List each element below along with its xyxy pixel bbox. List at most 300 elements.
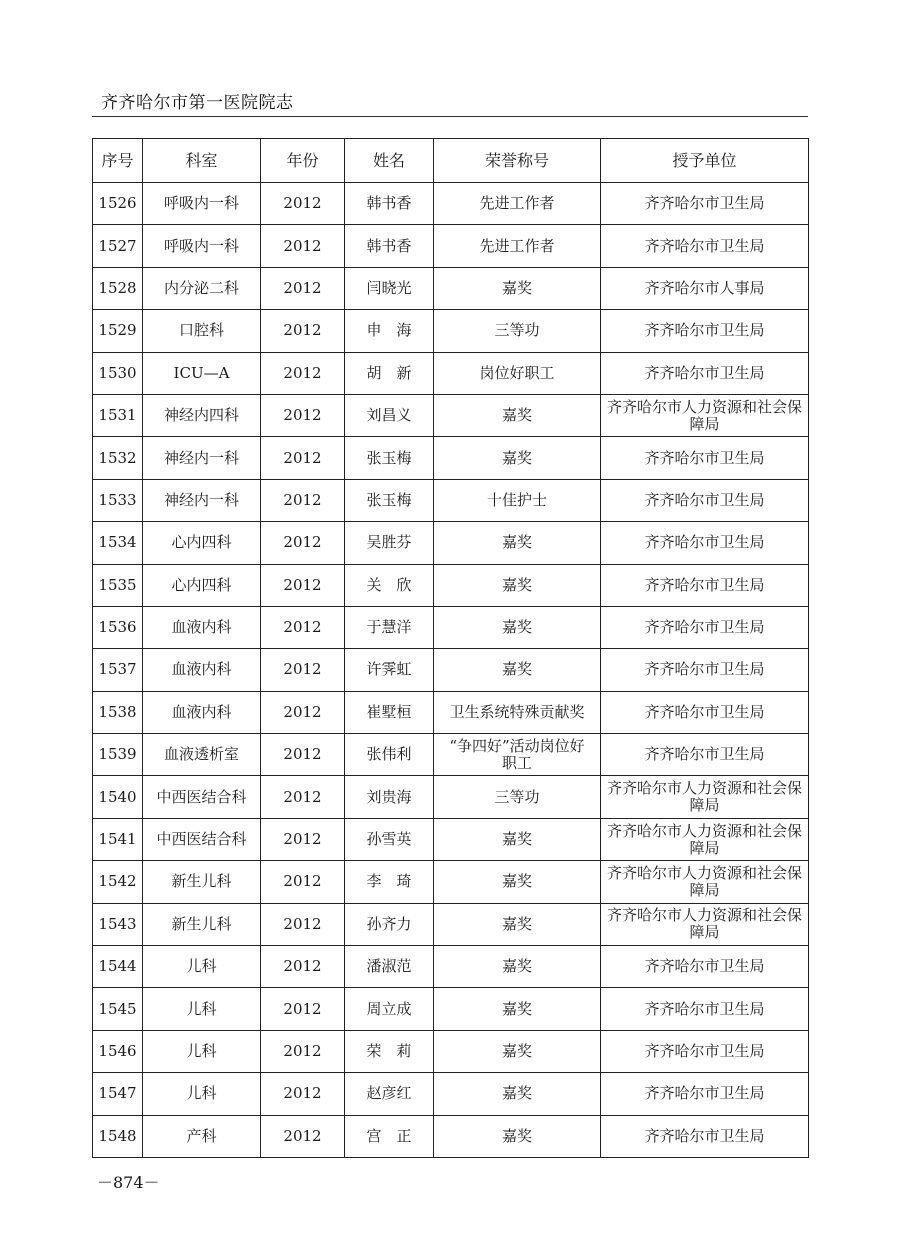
year-cell-text: 2012 bbox=[283, 533, 322, 552]
honor-cell bbox=[434, 734, 601, 776]
department-cell bbox=[143, 225, 261, 267]
table-row bbox=[93, 861, 809, 903]
year-cell-text: 2012 bbox=[283, 999, 322, 1018]
awarding-unit-cell-text: 齐齐哈尔市卫生局 bbox=[644, 321, 765, 340]
year-cell bbox=[261, 776, 345, 818]
year-cell-text: 2012 bbox=[283, 321, 322, 340]
page-number: －874－ bbox=[97, 1173, 160, 1192]
name-cell-text: 孙雪英 bbox=[366, 830, 412, 849]
awarding-unit-cell-text: 齐齐哈尔市人力资源和社会保障局 bbox=[606, 821, 802, 857]
department-cell-text: 血液内科 bbox=[171, 618, 232, 637]
year-cell-text: 2012 bbox=[283, 1084, 322, 1103]
awarding-unit-cell bbox=[601, 818, 809, 860]
department-cell bbox=[143, 352, 261, 394]
table-row bbox=[93, 183, 809, 225]
year-cell bbox=[261, 183, 345, 225]
name-cell bbox=[345, 649, 434, 691]
awarding-unit-cell bbox=[601, 691, 809, 733]
name-cell-text: 李 琦 bbox=[366, 872, 412, 891]
year-cell bbox=[261, 988, 345, 1030]
year-cell bbox=[261, 691, 345, 733]
header-cell-year: 年份 bbox=[261, 139, 345, 183]
awarding-unit-cell-text: 齐齐哈尔市卫生局 bbox=[644, 702, 765, 721]
awarding-unit-cell bbox=[601, 988, 809, 1030]
name-cell-text: 张伟利 bbox=[366, 745, 412, 764]
index-cell bbox=[93, 522, 143, 564]
year-cell-text: 2012 bbox=[283, 914, 322, 933]
awarding-unit-cell-text: 齐齐哈尔市卫生局 bbox=[644, 575, 765, 594]
index-cell bbox=[93, 394, 143, 436]
department-cell bbox=[143, 183, 261, 225]
index-cell-text: 1532 bbox=[98, 448, 137, 467]
name-cell bbox=[345, 522, 434, 564]
department-cell-text: 呼吸内一科 bbox=[163, 236, 239, 255]
awarding-unit-cell bbox=[601, 522, 809, 564]
index-cell-text: 1543 bbox=[98, 914, 137, 933]
honor-cell bbox=[434, 606, 601, 648]
department-cell-text: 神经内一科 bbox=[163, 490, 239, 509]
department-cell-text: 呼吸内一科 bbox=[163, 194, 239, 213]
index-cell bbox=[93, 564, 143, 606]
index-cell-text: 1541 bbox=[98, 830, 137, 849]
honor-cell bbox=[434, 1115, 601, 1157]
table-row bbox=[93, 225, 809, 267]
department-cell-text: 儿科 bbox=[186, 1084, 217, 1103]
name-cell bbox=[345, 691, 434, 733]
department-cell-text: 血液内科 bbox=[171, 660, 232, 679]
awarding-unit-cell bbox=[601, 776, 809, 818]
awarding-unit-cell-text: 齐齐哈尔市卫生局 bbox=[644, 1084, 765, 1103]
year-cell-text: 2012 bbox=[283, 872, 322, 891]
awarding-unit-cell-text: 齐齐哈尔市人事局 bbox=[644, 278, 765, 297]
year-cell-text: 2012 bbox=[283, 1042, 322, 1060]
name-cell bbox=[345, 1115, 434, 1157]
table-row bbox=[93, 522, 809, 564]
awarding-unit-cell-text: 齐齐哈尔市卫生局 bbox=[644, 660, 765, 679]
index-cell-text: 1548 bbox=[98, 1126, 137, 1145]
honor-cell-text: 嘉奖 bbox=[501, 448, 532, 467]
index-cell bbox=[93, 649, 143, 691]
awarding-unit-cell-text: 齐齐哈尔市卫生局 bbox=[644, 1126, 765, 1145]
table-row bbox=[93, 564, 809, 606]
honor-cell-text: 嘉奖 bbox=[501, 957, 532, 976]
honor-cell-text: 岗位好职工 bbox=[479, 363, 555, 382]
awarding-unit-cell bbox=[601, 903, 809, 945]
year-cell bbox=[261, 1073, 345, 1115]
year-cell bbox=[261, 1115, 345, 1157]
index-cell bbox=[93, 734, 143, 776]
index-cell bbox=[93, 776, 143, 818]
awarding-unit-cell-text: 齐齐哈尔市卫生局 bbox=[644, 999, 765, 1018]
honor-cell-text: 嘉奖 bbox=[501, 1042, 532, 1060]
table-body bbox=[93, 183, 809, 1158]
awarding-unit-cell-text: 齐齐哈尔市人力资源和社会保障局 bbox=[606, 397, 802, 433]
honor-cell bbox=[434, 818, 601, 860]
department-cell bbox=[143, 522, 261, 564]
awarding-unit-cell bbox=[601, 649, 809, 691]
header-row bbox=[93, 139, 809, 183]
department-cell bbox=[143, 861, 261, 903]
department-cell-text: 血液透析室 bbox=[163, 745, 239, 764]
index-cell bbox=[93, 988, 143, 1030]
index-cell-text: 1530 bbox=[98, 363, 137, 382]
honor-cell bbox=[434, 352, 601, 394]
index-cell-text: 1535 bbox=[98, 575, 137, 594]
table-row bbox=[93, 479, 809, 521]
index-cell-text: 1546 bbox=[98, 1042, 137, 1060]
department-cell bbox=[143, 903, 261, 945]
name-cell-text: 许霁虹 bbox=[366, 660, 412, 679]
honor-cell-text: 嘉奖 bbox=[501, 1126, 532, 1145]
name-cell-text: 潘淑范 bbox=[366, 957, 412, 976]
name-cell bbox=[345, 946, 434, 988]
year-cell bbox=[261, 437, 345, 479]
honor-cell-text: 先进工作者 bbox=[479, 236, 555, 255]
name-cell bbox=[345, 479, 434, 521]
year-cell bbox=[261, 352, 345, 394]
year-cell-text: 2012 bbox=[283, 1126, 322, 1145]
name-cell-text: 张玉梅 bbox=[366, 448, 412, 467]
honor-cell bbox=[434, 522, 601, 564]
index-cell bbox=[93, 1115, 143, 1157]
table-row bbox=[93, 437, 809, 479]
table-row bbox=[93, 352, 809, 394]
awarding-unit-cell bbox=[601, 183, 809, 225]
index-cell bbox=[93, 818, 143, 860]
department-cell-text: 儿科 bbox=[186, 999, 217, 1018]
awarding-unit-cell bbox=[601, 734, 809, 776]
year-cell-text: 2012 bbox=[283, 448, 322, 467]
index-cell-text: 1538 bbox=[98, 702, 137, 721]
awarding-unit-cell bbox=[601, 352, 809, 394]
honor-cell-text: 嘉奖 bbox=[501, 999, 532, 1018]
honor-cell-text: 十佳护士 bbox=[486, 490, 547, 509]
name-cell bbox=[345, 352, 434, 394]
department-cell bbox=[143, 437, 261, 479]
year-cell bbox=[261, 903, 345, 945]
index-cell-text: 1536 bbox=[98, 618, 137, 637]
index-cell bbox=[93, 903, 143, 945]
year-cell bbox=[261, 734, 345, 776]
table-row bbox=[93, 818, 809, 860]
awarding-unit-cell-text: 齐齐哈尔市卫生局 bbox=[644, 618, 765, 637]
index-cell-text: 1537 bbox=[98, 660, 137, 679]
index-cell bbox=[93, 183, 143, 225]
department-cell-text: 新生儿科 bbox=[171, 872, 232, 891]
index-cell bbox=[93, 1073, 143, 1115]
index-cell-text: 1547 bbox=[98, 1084, 137, 1103]
index-cell bbox=[93, 437, 143, 479]
honor-cell-text: 嘉奖 bbox=[501, 533, 532, 552]
name-cell-text: 胡 新 bbox=[366, 363, 412, 382]
index-cell-text: 1528 bbox=[98, 278, 137, 297]
name-cell-text: 吴胜芬 bbox=[366, 533, 412, 552]
table-row bbox=[93, 691, 809, 733]
honor-cell bbox=[434, 225, 601, 267]
year-cell-text: 2012 bbox=[283, 702, 322, 721]
department-cell-text: 新生儿科 bbox=[171, 914, 232, 933]
department-cell bbox=[143, 691, 261, 733]
awarding-unit-cell bbox=[601, 606, 809, 648]
index-cell bbox=[93, 606, 143, 648]
name-cell-text: 关 欣 bbox=[366, 575, 412, 594]
name-cell-text: 周立成 bbox=[366, 999, 412, 1018]
honor-cell bbox=[434, 691, 601, 733]
year-cell-text: 2012 bbox=[283, 618, 322, 637]
table-row bbox=[93, 734, 809, 776]
awarding-unit-cell bbox=[601, 437, 809, 479]
department-cell bbox=[143, 776, 261, 818]
honor-cell-text: 三等功 bbox=[494, 321, 540, 340]
honor-cell-text: 嘉奖 bbox=[501, 406, 532, 425]
name-cell bbox=[345, 225, 434, 267]
honor-cell bbox=[434, 649, 601, 691]
index-cell-text: 1533 bbox=[98, 490, 137, 509]
year-cell-text: 2012 bbox=[283, 957, 322, 976]
department-cell-text: 心内四科 bbox=[171, 533, 232, 552]
name-cell-text: 闫晓光 bbox=[366, 278, 412, 297]
year-cell bbox=[261, 479, 345, 521]
name-cell bbox=[345, 310, 434, 352]
honor-cell bbox=[434, 1073, 601, 1115]
year-cell bbox=[261, 818, 345, 860]
honor-cell bbox=[434, 861, 601, 903]
awarding-unit-cell bbox=[601, 225, 809, 267]
awarding-unit-cell bbox=[601, 1115, 809, 1157]
name-cell bbox=[345, 818, 434, 860]
department-cell bbox=[143, 394, 261, 436]
year-cell-text: 2012 bbox=[283, 787, 322, 806]
honor-cell-text: 卫生系统特殊贡献奖 bbox=[449, 702, 585, 721]
index-cell bbox=[93, 946, 143, 988]
year-cell-text: 2012 bbox=[283, 406, 322, 425]
name-cell bbox=[345, 267, 434, 309]
department-cell bbox=[143, 649, 261, 691]
awarding-unit-cell-text: 齐齐哈尔市卫生局 bbox=[644, 533, 765, 552]
table-row bbox=[93, 776, 809, 818]
table-row bbox=[93, 988, 809, 1030]
name-cell bbox=[345, 394, 434, 436]
name-cell-text: 于慧洋 bbox=[366, 618, 412, 637]
header-cell-awarding-unit: 授予单位 bbox=[601, 139, 809, 183]
name-cell bbox=[345, 1073, 434, 1115]
honor-cell bbox=[434, 183, 601, 225]
honor-cell bbox=[434, 267, 601, 309]
year-cell-text: 2012 bbox=[283, 830, 322, 849]
honor-cell-text: 嘉奖 bbox=[501, 1084, 532, 1103]
year-cell bbox=[261, 267, 345, 309]
year-cell bbox=[261, 946, 345, 988]
awarding-unit-cell-text: 齐齐哈尔市卫生局 bbox=[644, 490, 765, 509]
awarding-unit-cell bbox=[601, 310, 809, 352]
awarding-unit-cell bbox=[601, 1030, 809, 1072]
honor-cell-text: “争四好”活动岗位好职工 bbox=[449, 736, 585, 772]
year-cell-text: 2012 bbox=[283, 745, 322, 764]
honor-cell bbox=[434, 479, 601, 521]
department-cell bbox=[143, 310, 261, 352]
name-cell bbox=[345, 776, 434, 818]
honor-cell bbox=[434, 988, 601, 1030]
honor-cell-text: 先进工作者 bbox=[479, 194, 555, 213]
header-cell-honor: 荣誉称号 bbox=[434, 139, 601, 183]
name-cell-text: 崔墅桓 bbox=[366, 702, 412, 721]
table-row bbox=[93, 394, 809, 436]
index-cell-text: 1544 bbox=[98, 957, 137, 976]
department-cell-text: 儿科 bbox=[186, 1042, 217, 1060]
name-cell-text: 赵彦红 bbox=[366, 1084, 412, 1103]
year-cell bbox=[261, 606, 345, 648]
index-cell-text: 1542 bbox=[98, 872, 137, 891]
index-cell bbox=[93, 267, 143, 309]
year-cell bbox=[261, 564, 345, 606]
year-cell-text: 2012 bbox=[283, 575, 322, 594]
name-cell-text: 宫 正 bbox=[366, 1126, 412, 1145]
awarding-unit-cell bbox=[601, 267, 809, 309]
header-cell-name: 姓名 bbox=[345, 139, 434, 183]
honor-cell bbox=[434, 903, 601, 945]
index-cell bbox=[93, 691, 143, 733]
awarding-unit-cell bbox=[601, 946, 809, 988]
table-row bbox=[93, 649, 809, 691]
index-cell-text: 1526 bbox=[98, 194, 137, 213]
year-cell bbox=[261, 649, 345, 691]
table-row bbox=[93, 1115, 809, 1157]
department-cell-text: 神经内四科 bbox=[163, 406, 239, 425]
name-cell bbox=[345, 606, 434, 648]
name-cell bbox=[345, 1030, 434, 1072]
header-rule bbox=[92, 116, 808, 117]
name-cell-text: 韩书香 bbox=[366, 236, 412, 255]
table-row bbox=[93, 1030, 809, 1072]
awarding-unit-cell bbox=[601, 861, 809, 903]
year-cell-text: 2012 bbox=[283, 278, 322, 297]
name-cell-text: 韩书香 bbox=[366, 194, 412, 213]
year-cell bbox=[261, 225, 345, 267]
department-cell bbox=[143, 1030, 261, 1072]
index-cell-text: 1529 bbox=[98, 321, 137, 340]
index-cell bbox=[93, 479, 143, 521]
awarding-unit-cell bbox=[601, 1073, 809, 1115]
honors-table bbox=[92, 138, 809, 1158]
department-cell bbox=[143, 988, 261, 1030]
name-cell bbox=[345, 734, 434, 776]
awarding-unit-cell-text: 齐齐哈尔市人力资源和社会保障局 bbox=[606, 779, 802, 815]
year-cell-text: 2012 bbox=[283, 490, 322, 509]
index-cell bbox=[93, 861, 143, 903]
index-cell-text: 1539 bbox=[98, 745, 137, 764]
year-cell bbox=[261, 861, 345, 903]
awarding-unit-cell bbox=[601, 564, 809, 606]
honor-cell-text: 嘉奖 bbox=[501, 575, 532, 594]
awarding-unit-cell-text: 齐齐哈尔市卫生局 bbox=[644, 194, 765, 213]
year-cell-text: 2012 bbox=[283, 194, 322, 213]
year-cell-text: 2012 bbox=[283, 363, 322, 382]
name-cell-text: 张玉梅 bbox=[366, 490, 412, 509]
index-cell-text: 1545 bbox=[98, 999, 137, 1018]
awarding-unit-cell-text: 齐齐哈尔市卫生局 bbox=[644, 236, 765, 255]
honor-cell-text: 嘉奖 bbox=[501, 830, 532, 849]
honor-cell-text: 嘉奖 bbox=[501, 914, 532, 933]
name-cell bbox=[345, 564, 434, 606]
department-cell-text: 内分泌二科 bbox=[163, 278, 239, 297]
name-cell bbox=[345, 437, 434, 479]
honor-cell-text: 嘉奖 bbox=[501, 660, 532, 679]
table-row bbox=[93, 606, 809, 648]
year-cell-text: 2012 bbox=[283, 236, 322, 255]
index-cell bbox=[93, 310, 143, 352]
index-cell-text: 1540 bbox=[98, 787, 137, 806]
header-cell-index: 序号 bbox=[93, 139, 143, 183]
department-cell bbox=[143, 267, 261, 309]
honor-cell-text: 嘉奖 bbox=[501, 618, 532, 637]
department-cell-text: 血液内科 bbox=[171, 702, 232, 721]
department-cell-text: 中西医结合科 bbox=[156, 787, 247, 806]
table-row bbox=[93, 903, 809, 945]
awarding-unit-cell bbox=[601, 479, 809, 521]
table-row bbox=[93, 1073, 809, 1115]
header-cell-department: 科室 bbox=[143, 139, 261, 183]
name-cell-text: 孙齐力 bbox=[366, 914, 412, 933]
awarding-unit-cell-text: 齐齐哈尔市卫生局 bbox=[644, 363, 765, 382]
awarding-unit-cell-text: 齐齐哈尔市卫生局 bbox=[644, 448, 765, 467]
department-cell bbox=[143, 734, 261, 776]
honor-cell-text: 嘉奖 bbox=[501, 278, 532, 297]
honor-cell bbox=[434, 564, 601, 606]
year-cell bbox=[261, 394, 345, 436]
name-cell bbox=[345, 988, 434, 1030]
index-cell-text: 1527 bbox=[98, 236, 137, 255]
awarding-unit-cell bbox=[601, 394, 809, 436]
index-cell-text: 1534 bbox=[98, 533, 137, 552]
year-cell bbox=[261, 310, 345, 352]
department-cell-text: 中西医结合科 bbox=[156, 830, 247, 849]
year-cell-text: 2012 bbox=[283, 660, 322, 679]
department-cell bbox=[143, 564, 261, 606]
name-cell-text: 申 海 bbox=[366, 321, 412, 340]
year-cell bbox=[261, 522, 345, 564]
department-cell bbox=[143, 479, 261, 521]
department-cell-text: 产科 bbox=[186, 1126, 217, 1145]
index-cell-text: 1531 bbox=[98, 406, 137, 425]
honor-cell bbox=[434, 946, 601, 988]
name-cell bbox=[345, 861, 434, 903]
honor-cell bbox=[434, 437, 601, 479]
running-head: 齐齐哈尔市第一医院院志 bbox=[101, 93, 294, 113]
index-cell bbox=[93, 352, 143, 394]
awarding-unit-cell-text: 齐齐哈尔市卫生局 bbox=[644, 745, 765, 764]
department-cell-text: 心内四科 bbox=[171, 575, 232, 594]
department-cell-text: 儿科 bbox=[186, 957, 217, 976]
name-cell-text: 刘贵海 bbox=[366, 787, 412, 806]
table-row bbox=[93, 267, 809, 309]
awarding-unit-cell-text: 齐齐哈尔市人力资源和社会保障局 bbox=[606, 906, 802, 942]
name-cell-text: 荣 莉 bbox=[366, 1042, 412, 1060]
index-cell bbox=[93, 225, 143, 267]
honor-cell bbox=[434, 1030, 601, 1072]
name-cell bbox=[345, 183, 434, 225]
department-cell bbox=[143, 946, 261, 988]
department-cell bbox=[143, 1073, 261, 1115]
awarding-unit-cell-text: 齐齐哈尔市人力资源和社会保障局 bbox=[606, 863, 802, 899]
name-cell-text: 刘昌义 bbox=[366, 406, 412, 425]
honor-cell bbox=[434, 310, 601, 352]
table-header bbox=[93, 139, 809, 183]
table-row bbox=[93, 946, 809, 988]
honor-cell bbox=[434, 394, 601, 436]
department-cell-text: ICU—A bbox=[173, 363, 230, 382]
honor-cell-text: 嘉奖 bbox=[501, 872, 532, 891]
department-cell-text: 口腔科 bbox=[178, 321, 224, 340]
